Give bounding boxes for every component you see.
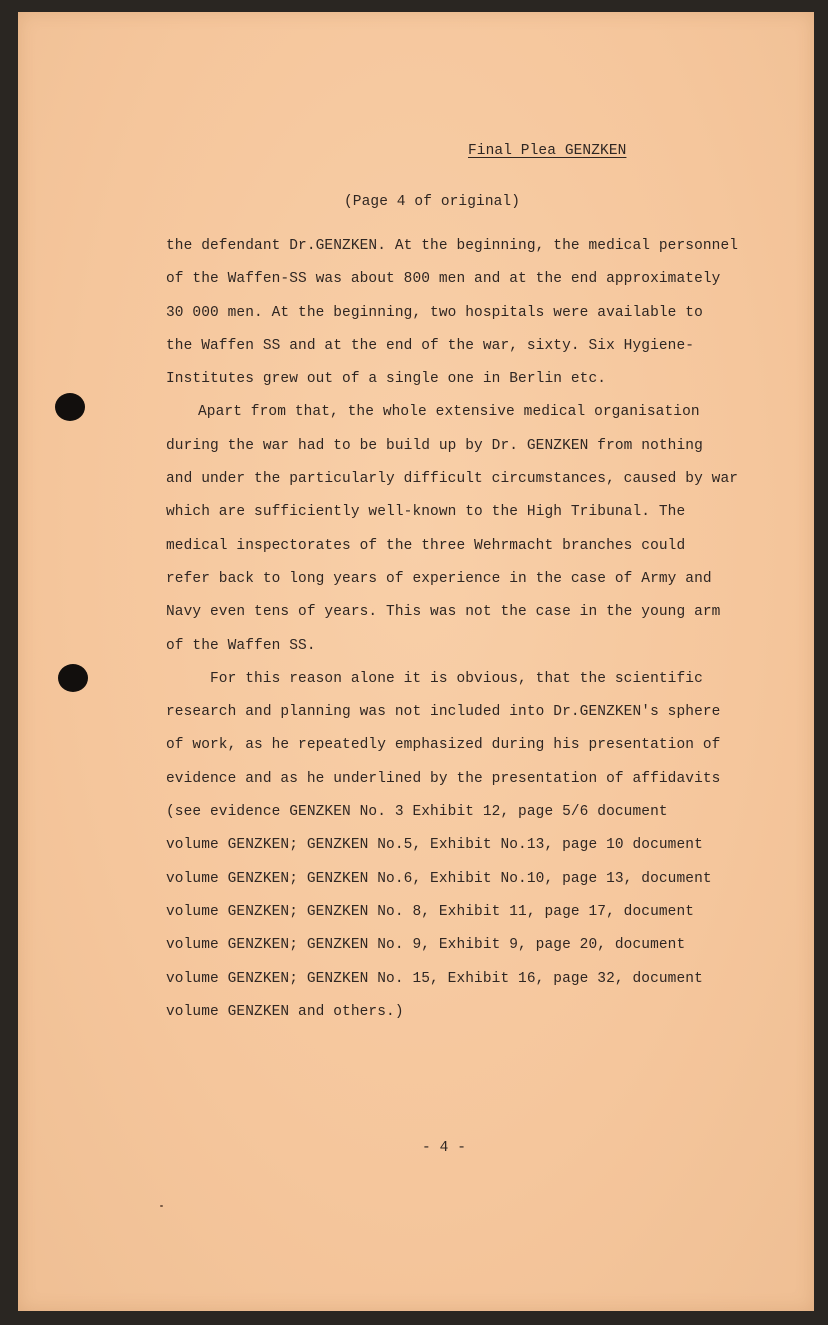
text-line: volume GENZKEN; GENZKEN No.5, Exhibit No.13, page 10 document [166, 837, 703, 854]
text-line: 30 000 men. At the beginning, two hospitals were available to [166, 304, 703, 321]
paragraph-start-line: Apart from that, the whole extensive medical organisation [198, 404, 700, 421]
text-line: the Waffen SS and at the end of the war, sixty. Six Hygiene- [166, 337, 695, 354]
text-line: which are sufficiently well-known to the High Tribunal. The [166, 504, 686, 521]
text-line: volume GENZKEN; GENZKEN No.6, Exhibit No.10, page 13, document [166, 870, 712, 887]
document-page [18, 12, 814, 1311]
text-line: research and planning was not included into Dr.GENZKEN's sphere [166, 704, 721, 721]
text-line: of work, as he repeatedly emphasized during his presentation of [166, 737, 721, 754]
text-line: medical inspectorates of the three Wehrmacht branches could [166, 537, 686, 554]
page-reference: (Page 4 of original) [344, 194, 521, 210]
text-line: volume GENZKEN; GENZKEN No. 15, Exhibit 16, page 32, document [166, 970, 703, 987]
punch-hole [58, 664, 88, 692]
text-line: Institutes grew out of a single one in Berlin etc. [166, 371, 607, 388]
text-line: refer back to long years of experience in the case of Army and [166, 570, 712, 587]
text-line: and under the particularly difficult circumstances, caused by war [166, 471, 739, 488]
text-line: Navy even tens of years. This was not the case in the young arm [166, 604, 721, 621]
text-line: (see evidence GENZKEN No. 3 Exhibit 12, page 5/6 document [166, 804, 668, 821]
text-line: of the Waffen SS. [166, 637, 316, 654]
page-number: - 4 - [422, 1140, 467, 1156]
document-title: Final Plea GENZKEN [468, 143, 627, 159]
text-line: evidence and as he underlined by the presentation of affidavits [166, 770, 721, 787]
text-line: volume GENZKEN; GENZKEN No. 8, Exhibit 11, page 17, document [166, 903, 695, 920]
text-line: the defendant Dr.GENZKEN. At the beginning, the medical personnel [166, 238, 739, 254]
text-line: volume GENZKEN and others.) [166, 1003, 404, 1020]
body-text [166, 230, 739, 1029]
text-line: of the Waffen-SS was about 800 men and at the end approximately [166, 271, 721, 288]
text-line: volume GENZKEN; GENZKEN No. 9, Exhibit 9, page 20, document [166, 937, 686, 954]
punch-hole [55, 393, 85, 421]
text-line: during the war had to be build up by Dr. GENZKEN from nothing [166, 437, 703, 454]
paper-speck [160, 1205, 163, 1207]
paragraph-start-line: For this reason alone it is obvious, that the scientific [210, 670, 703, 687]
